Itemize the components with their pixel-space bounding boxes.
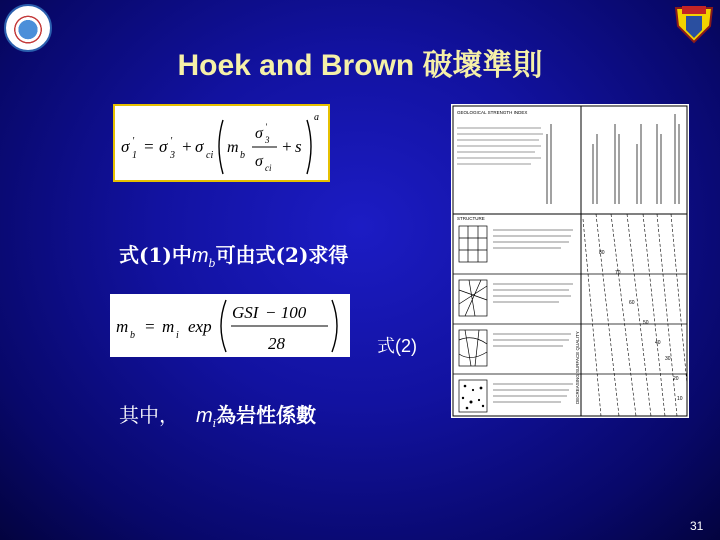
- line1-prefix: 式(1)中: [119, 243, 192, 267]
- svg-text:− 100: − 100: [265, 303, 307, 322]
- svg-text:=: =: [144, 317, 156, 336]
- svg-text:b: b: [240, 150, 245, 161]
- svg-text:m: m: [162, 317, 175, 336]
- line3-suffix: 為岩性係數: [216, 403, 317, 427]
- svg-text:σ: σ: [121, 137, 130, 156]
- gsi-header: GEOLOGICAL STRENGTH INDEX: [457, 110, 528, 115]
- line1-suffix: 可由式(2)求得: [215, 243, 349, 267]
- svg-text:50: 50: [643, 320, 649, 326]
- svg-text:σ: σ: [195, 137, 204, 156]
- svg-text:s: s: [295, 137, 302, 156]
- svg-text:a: a: [314, 112, 319, 123]
- svg-text:σ: σ: [159, 137, 168, 156]
- line1-m: m: [191, 245, 209, 267]
- svg-text:ci: ci: [265, 163, 272, 173]
- decreasing-label: DECREASING SURFACE QUALITY: [575, 331, 580, 404]
- svg-text:=: =: [143, 137, 155, 156]
- svg-text:σ: σ: [255, 153, 263, 170]
- line3-prefix: 其中，: [119, 403, 179, 427]
- line3-m: m: [195, 405, 213, 427]
- svg-text:70: 70: [615, 270, 621, 276]
- svg-text:b: b: [130, 330, 135, 341]
- mi-description: [119, 399, 316, 430]
- svg-text:20: 20: [673, 376, 679, 382]
- svg-text:ci: ci: [206, 150, 214, 161]
- svg-text:10: 10: [677, 396, 683, 402]
- svg-text:exp: exp: [188, 317, 212, 336]
- structure-label: STRUCTURE: [457, 216, 485, 221]
- svg-text:3: 3: [265, 135, 270, 145]
- svg-text:1: 1: [132, 150, 137, 161]
- svg-text:m: m: [116, 317, 129, 336]
- svg-text:': ': [132, 136, 135, 147]
- equation-2-formula: [110, 294, 350, 357]
- svg-text:3: 3: [170, 150, 175, 161]
- svg-text:+: +: [281, 137, 293, 156]
- line1-sub: b: [208, 257, 216, 270]
- svg-text:28: 28: [268, 334, 285, 353]
- svg-text:m: m: [227, 139, 239, 156]
- page-number: 31: [690, 519, 704, 533]
- equation-1-box: [113, 104, 330, 182]
- svg-text:σ: σ: [255, 125, 263, 142]
- svg-text:': ': [265, 122, 267, 132]
- equation-1-formula: [115, 106, 328, 180]
- gsi-chart-drawing: [451, 104, 689, 418]
- svg-text:': ': [170, 136, 173, 147]
- mb-description: [119, 239, 348, 270]
- svg-text:40: 40: [655, 340, 661, 346]
- svg-text:60: 60: [629, 300, 635, 306]
- gsi-chart-figure: [451, 104, 689, 418]
- svg-text:i: i: [176, 330, 179, 341]
- svg-text:GSI: GSI: [232, 303, 259, 322]
- equation-2-box: [110, 294, 350, 357]
- svg-text:30: 30: [665, 356, 671, 362]
- line3-sub: i: [212, 417, 217, 430]
- slide-title: Hoek and Brown 破壞準則: [177, 49, 543, 82]
- equation-2-label: 式(2): [377, 336, 417, 356]
- svg-text:80: 80: [599, 250, 605, 256]
- svg-text:+: +: [181, 137, 193, 156]
